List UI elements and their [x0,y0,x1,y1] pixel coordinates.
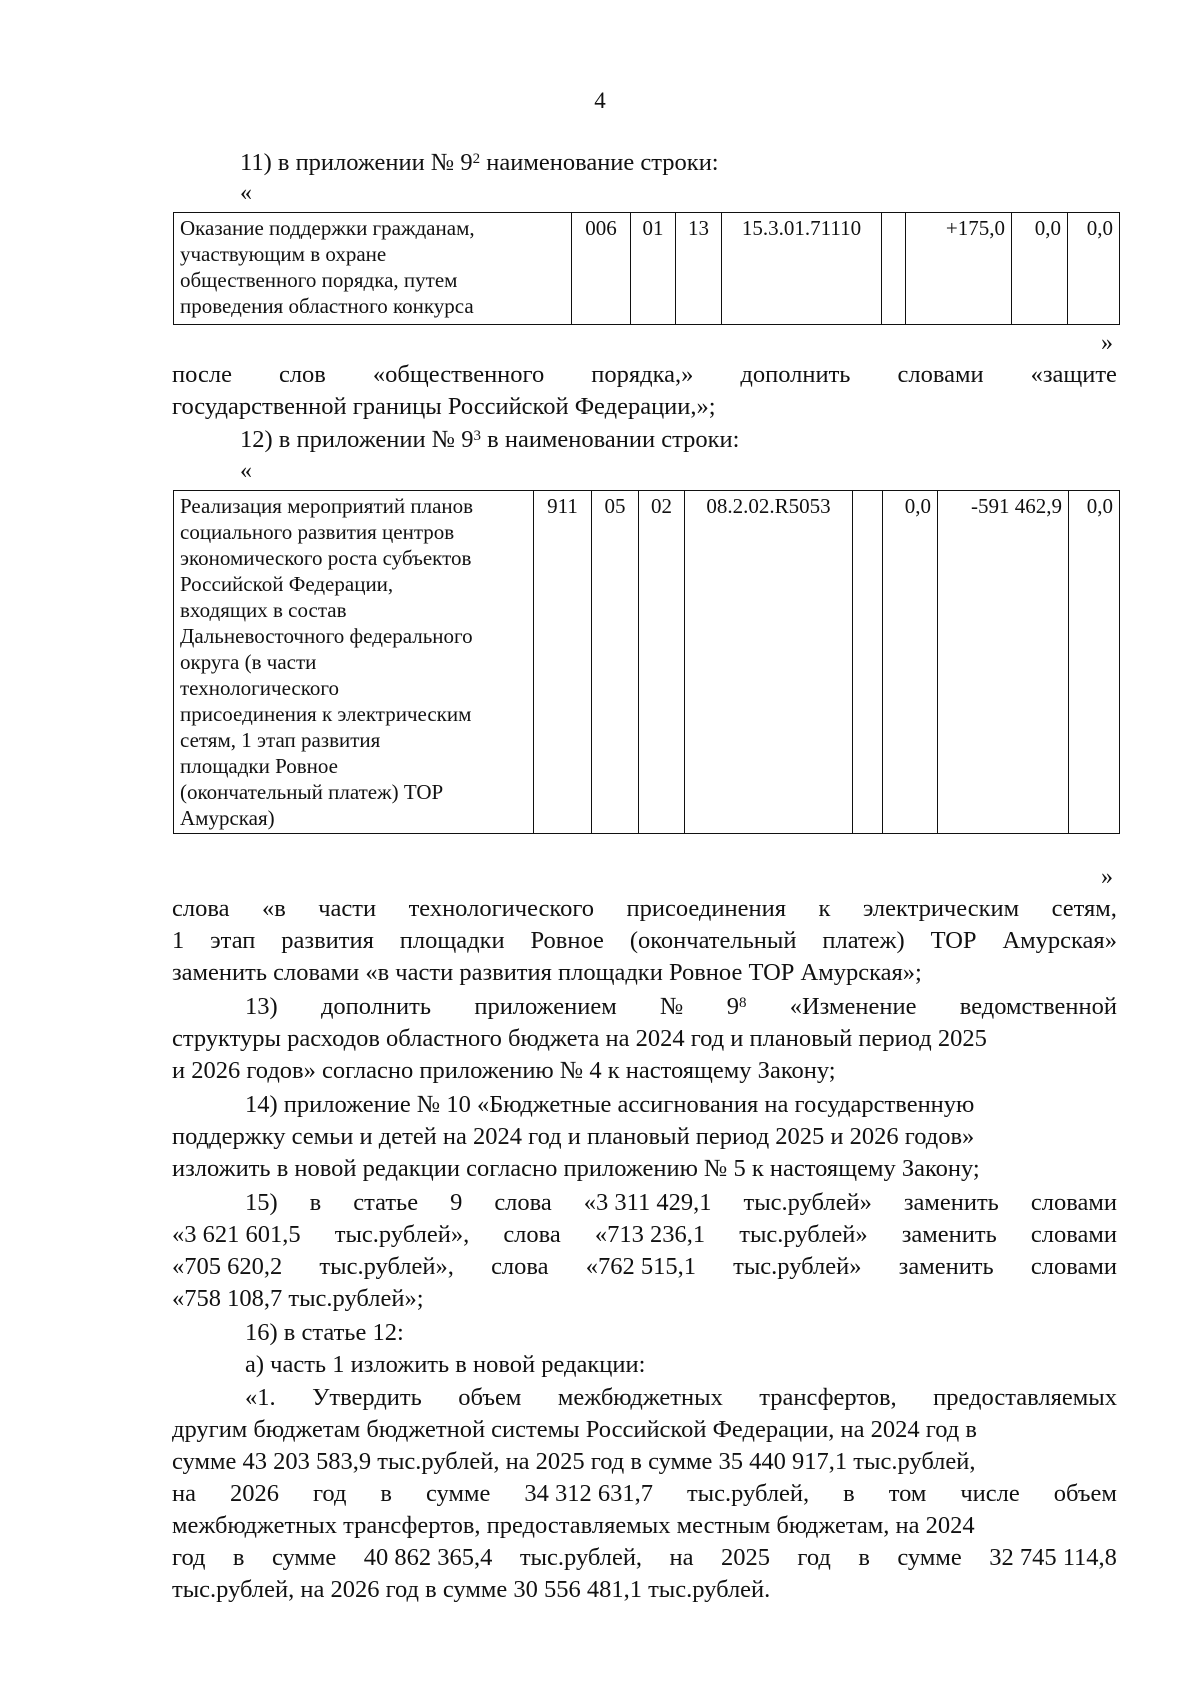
item-16-paragraph-line-4: на 2026 год в сумме 34 312 631,7 тыс.рублей, в том числе объем [172,1480,1117,1507]
table-2-sum-2026: 0,0 [1069,491,1120,834]
item-12-heading: 12) в приложении № $9^3$ в наименовании строки: [240,426,740,453]
table-1-target-article: 15.3.01.71110 [722,213,882,325]
item-14-line-3: изложить в новой редакции согласно приложению № 5 к настоящему Закону; [172,1155,980,1182]
item-12-text-line-3: заменить словами «в части развития площадки Ровное ТОР Амурская»; [172,959,922,986]
table-1-subsection: 13 [676,213,722,325]
table-2-ministry: 911 [534,491,592,834]
item-13-line-3: и 2026 годов» согласно приложению № 4 к настоящему Закону; [172,1057,836,1084]
item-15-line-2: «3 621 601,5 тыс.рублей», слова «713 236,1 тыс.рублей» заменить словами [172,1221,1117,1248]
table-2-target-article: 08.2.02.R5053 [685,491,853,834]
quote-close-1: » [1101,330,1113,356]
item-15-line-3: «705 620,2 тыс.рублей», слова «762 515,1 тыс.рублей» заменить словами [172,1253,1117,1280]
item-16-paragraph-line-6: год в сумме 40 862 365,4 тыс.рублей, на 2025 год в сумме 32 745 114,8 [172,1544,1117,1571]
item-15-line-4: «758 108,7 тыс.рублей»; [172,1285,424,1312]
item-14-line-2: поддержку семьи и детей на 2024 год и плановый период 2025 и 2026 годов» [172,1123,975,1150]
item-13-line-2: структуры расходов областного бюджета на 2024 год и плановый период 2025 [172,1025,987,1052]
table-2-section: 05 [592,491,639,834]
item-16-paragraph-line-7: тыс.рублей, на 2026 год в сумме 30 556 481,1 тыс.рублей. [172,1576,771,1603]
table-1-expense-type [882,213,906,325]
item-16-paragraph-line-1: «1. Утвердить объем межбюджетных трансфертов, предоставляемых [245,1384,1117,1411]
table-2-sum-2024: 0,0 [883,491,938,834]
item-16-paragraph-line-3: сумме 43 203 583,9 тыс.рублей, на 2025 год в сумме 35 440 917,1 тыс.рублей, [172,1448,976,1475]
table-1-sum-2025: 0,0 [1012,213,1068,325]
quote-open-1: « [240,180,252,206]
table-1-row [174,213,1120,325]
item-11-heading: 11) в приложении № $9^2$ наименование строки: [240,149,719,176]
quote-close-2: » [1101,864,1113,890]
item-12-text-line-1: слова «в части технологического присоединения к электрическим сетям, [172,895,1117,922]
table-2-expense-type [853,491,883,834]
table-1 [173,212,1120,325]
table-1-sum-2024: +175,0 [906,213,1012,325]
item-15-line-1: 15) в статье 9 слова «3 311 429,1 тыс.рублей» заменить словами [245,1189,1117,1216]
table-2-sum-2025: -591 462,9 [938,491,1069,834]
table-2 [173,490,1120,834]
quote-open-2: « [240,458,252,484]
item-11-text-line-2: государственной границы Российской Федерации,»; [172,393,716,420]
item-16-paragraph-line-5: межбюджетных трансфертов, предоставляемых местным бюджетам, на 2024 [172,1512,975,1539]
item-16-title: 16) в статье 12: [245,1319,404,1346]
item-16-paragraph-line-2: другим бюджетам бюджетной системы Российской Федерации, на 2024 год в [172,1416,977,1443]
item-13-line-1: 13) дополнить приложением № $9^8$ «Изменение ведомственной [245,993,1117,1020]
table-1-section: 01 [631,213,676,325]
item-14-line-1: 14) приложение № 10 «Бюджетные ассигнования на государственную [245,1091,975,1118]
item-11-text-line-1: после слов «общественного порядка,» дополнить словами «защите [172,361,1117,388]
page-number: 4 [594,88,606,113]
table-2-subsection: 02 [639,491,685,834]
table-1-name-cell: Оказание поддержки гражданам, участвующим в охране общественного порядка, путем проведения областного конкурса [174,213,572,325]
table-2-row [174,491,1120,834]
item-12-text-line-2: 1 этап развития площадки Ровное (окончательный платеж) ТОР Амурская» [172,927,1117,954]
table-2-name-cell: Реализация мероприятий планов социального развития центров экономического роста субъектов Российской Федерации, входящих в состав Дальневосточного федерального округа (в части технологического присоединения к электрическим сетям, 1 этап развития площадки Ровное (окончательный платеж) ТОР Амурская) [174,491,534,834]
table-1-sum-2026: 0,0 [1068,213,1120,325]
table-1-ministry: 006 [572,213,631,325]
item-16-sub-a: а) часть 1 изложить в новой редакции: [245,1351,646,1378]
